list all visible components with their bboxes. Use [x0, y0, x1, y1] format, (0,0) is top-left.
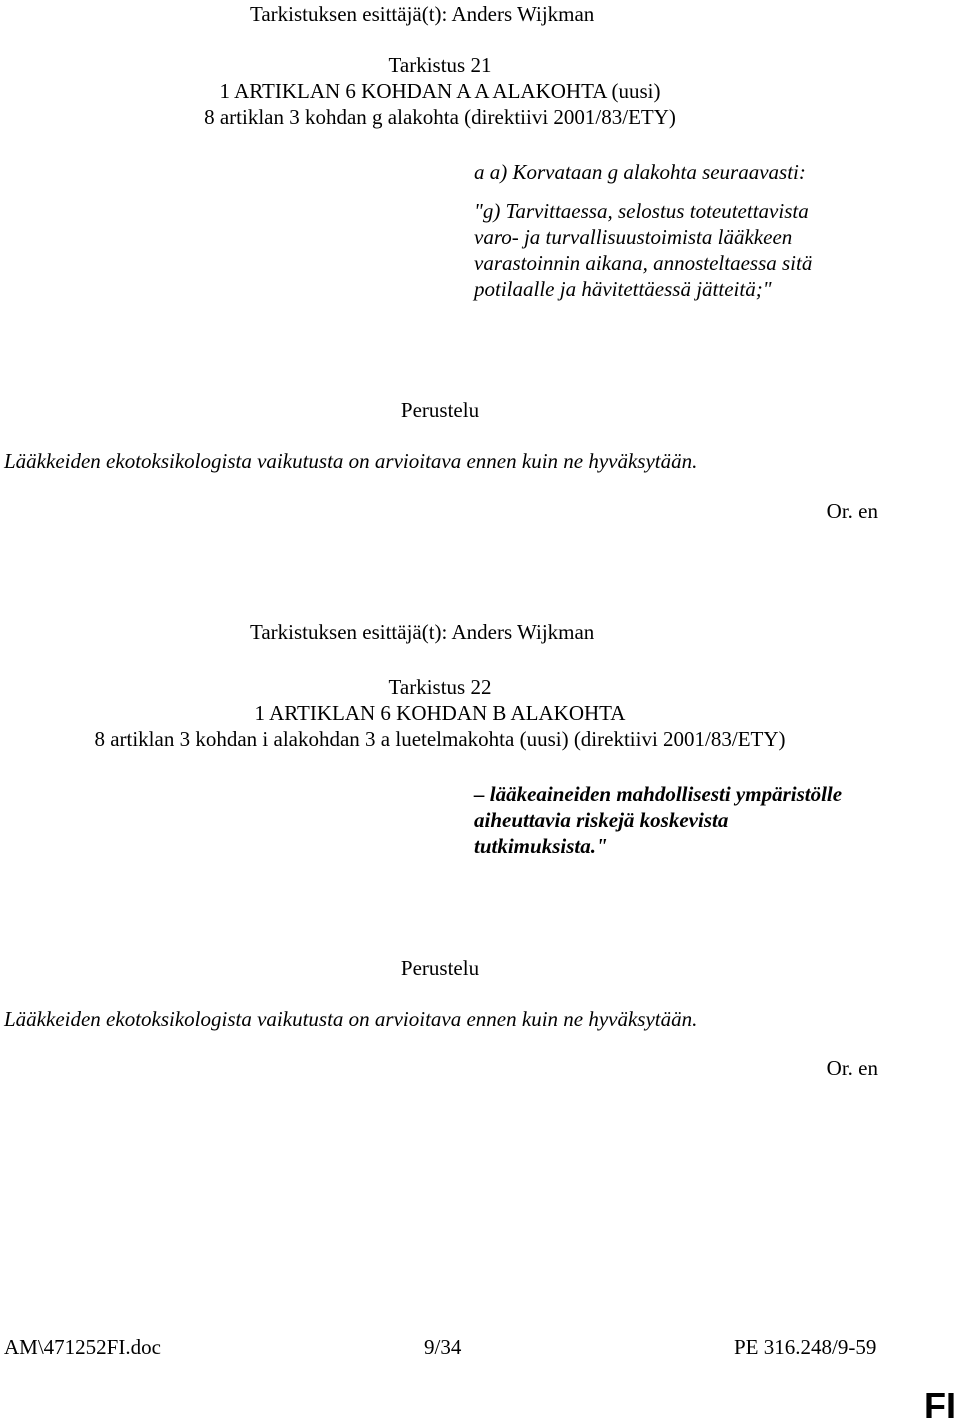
amendment-22-article: 1 ARTIKLAN 6 KOHDAN B ALAKOHTA	[254, 701, 626, 725]
amendment-21-text-line: varo- ja turvallisuustoimista lääkkeen	[474, 225, 793, 249]
amendment-22-justification: Lääkkeiden ekotoksikologista vaikutusta on arvioitava ennen kuin ne hyväksytään.	[4, 1007, 698, 1031]
amendment-22-text-line: – lääkeaineiden mahdollisesti ympäristölle	[474, 782, 843, 806]
amendment-21-text-line: "g) Tarvittaessa, selostus toteutettavista	[474, 199, 809, 223]
amendment-21-original-language: Or. en	[826, 499, 878, 523]
amendment-21-author: Tarkistuksen esittäjä(t): Anders Wijkman	[250, 2, 595, 26]
footer-page-number: 9/34	[424, 1335, 462, 1359]
footer-language-code: FI	[924, 1385, 956, 1426]
amendment-22-original-language: Or. en	[826, 1056, 878, 1080]
amendment-22-justification-heading: Perustelu	[400, 956, 480, 980]
amendment-21-justification-heading: Perustelu	[400, 398, 480, 422]
amendment-21-article: 1 ARTIKLAN 6 KOHDAN A A ALAKOHTA (uusi)	[219, 79, 661, 103]
amendment-22-text-line: aiheuttavia riskejä koskevista	[474, 808, 729, 832]
amendment-22-reference: 8 artiklan 3 kohdan i alakohdan 3 a luetelmakohta (uusi) (direktiivi 2001/83/ETY)	[94, 727, 786, 751]
amendment-21-reference: 8 artiklan 3 kohdan g alakohta (direktiivi 2001/83/ETY)	[204, 105, 676, 129]
footer-doc-ref: AM\471252FI.doc	[4, 1335, 161, 1359]
amendment-21-text-line: varastoinnin aikana, annosteltaessa sitä	[474, 251, 813, 275]
amendment-21-text-line: potilaalle ja hävitettäessä jätteitä;"	[474, 277, 772, 301]
amendment-21-number: Tarkistus 21	[388, 53, 492, 77]
amendment-22-text-line: tutkimuksista."	[474, 834, 608, 858]
footer-pe-ref: PE 316.248/9-59	[734, 1335, 877, 1359]
amendment-22-number: Tarkistus 22	[388, 675, 492, 699]
amendment-21-text-line: a a) Korvataan g alakohta seuraavasti:	[474, 160, 806, 184]
amendment-21-justification: Lääkkeiden ekotoksikologista vaikutusta on arvioitava ennen kuin ne hyväksytään.	[4, 449, 698, 473]
amendment-22-author: Tarkistuksen esittäjä(t): Anders Wijkman	[250, 620, 595, 644]
